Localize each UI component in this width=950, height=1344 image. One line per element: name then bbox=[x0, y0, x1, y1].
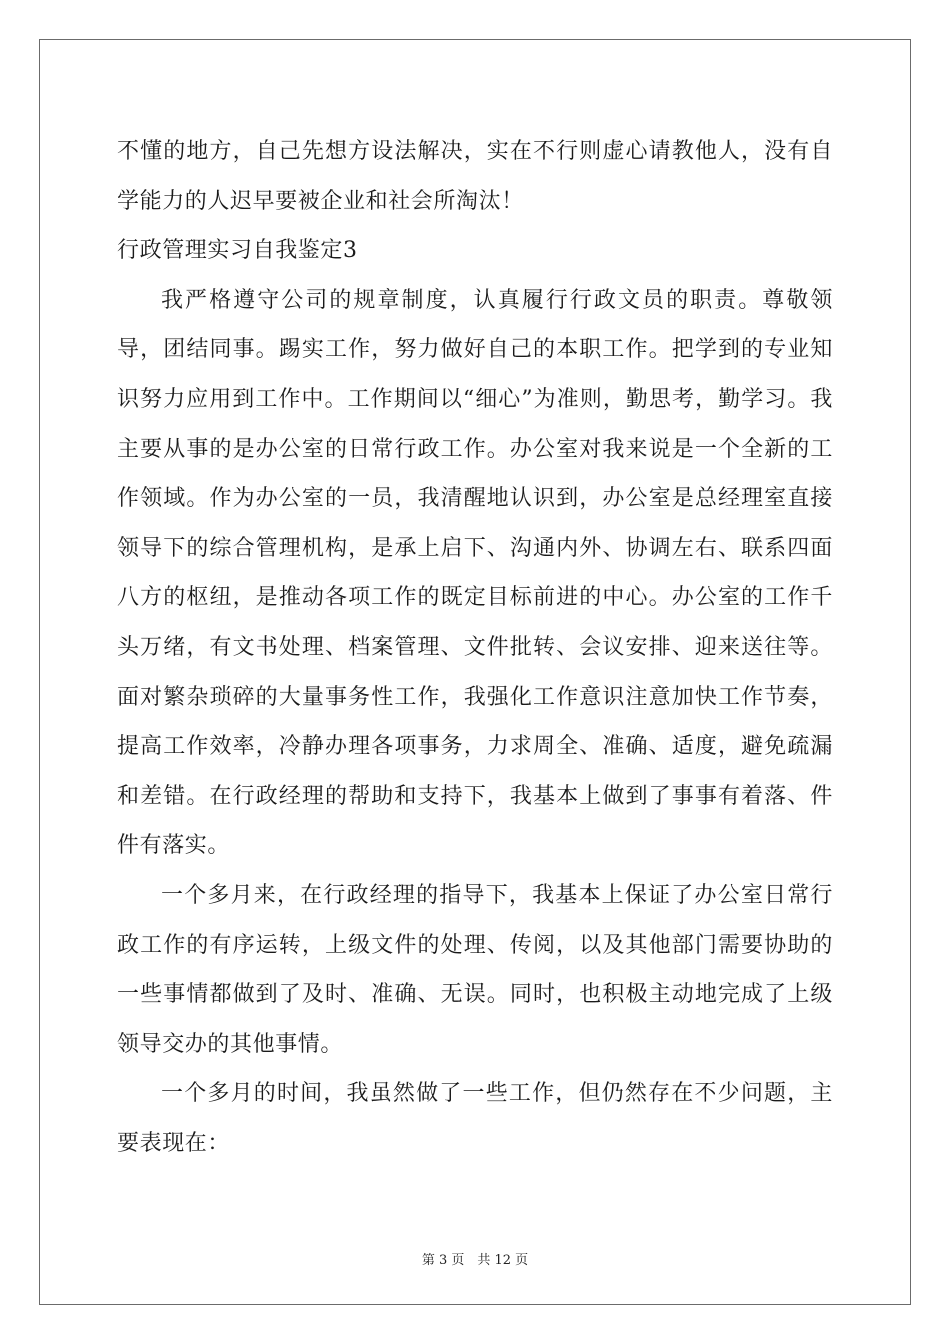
document-body bbox=[117, 127, 833, 1168]
section-heading: 行政管理实习自我鉴定3 bbox=[117, 238, 358, 264]
paragraph-2: 一个多月来，在行政经理的指导下，我基本上保证了办公室日常行政工作的有序运转，上级文件的处理、传阅，以及其他部门需要协助的一些事情都做到了及时、准确、无误。同时，也积极主动地完成了上级领导交办的其他事情。 bbox=[117, 882, 833, 1057]
paragraph-3: 一个多月的时间，我虽然做了一些工作，但仍然存在不少问题，主要表现在： bbox=[117, 1081, 833, 1156]
continuation-paragraph: 不懂的地方，自己先想方设法解决，实在不行则虚心请教他人，没有自学能力的人迟早要被企业和社会所淘汰！ bbox=[117, 139, 833, 214]
paragraph-1: 我严格遵守公司的规章制度，认真履行行政文员的职责。尊敬领导，团结同事。踢实工作，努力做好自己的本职工作。把学到的专业知识努力应用到工作中。工作期间以“细心”为准则，勤思考，勤学习。我主要从事的是办公室的日常行政工作。办公室对我来说是一个全新的工作领域。作为办公室的一员，我清醒地认识到，办公室是总经理室直接领导下的综合管理机构，是承上启下、沟通内外、协调左右、联系四面八方的枢纽，是推动各项工作的既定目标前进的中心。办公室的工作千头万绪，有文书处理、档案管理、文件批转、会议安排、迎来送往等。面对繁杂琐碎的大量事务性工作，我强化工作意识注意加快工作节奏，提高工作效率，冷静办理各项事务，力求周全、准确、适度，避免疏漏和差错。在行政经理的帮助和支持下，我基本上做到了事事有着落、件件有落实。 bbox=[117, 287, 833, 859]
page-number-footer: 第 3 页 共 12 页 bbox=[421, 1253, 529, 1268]
